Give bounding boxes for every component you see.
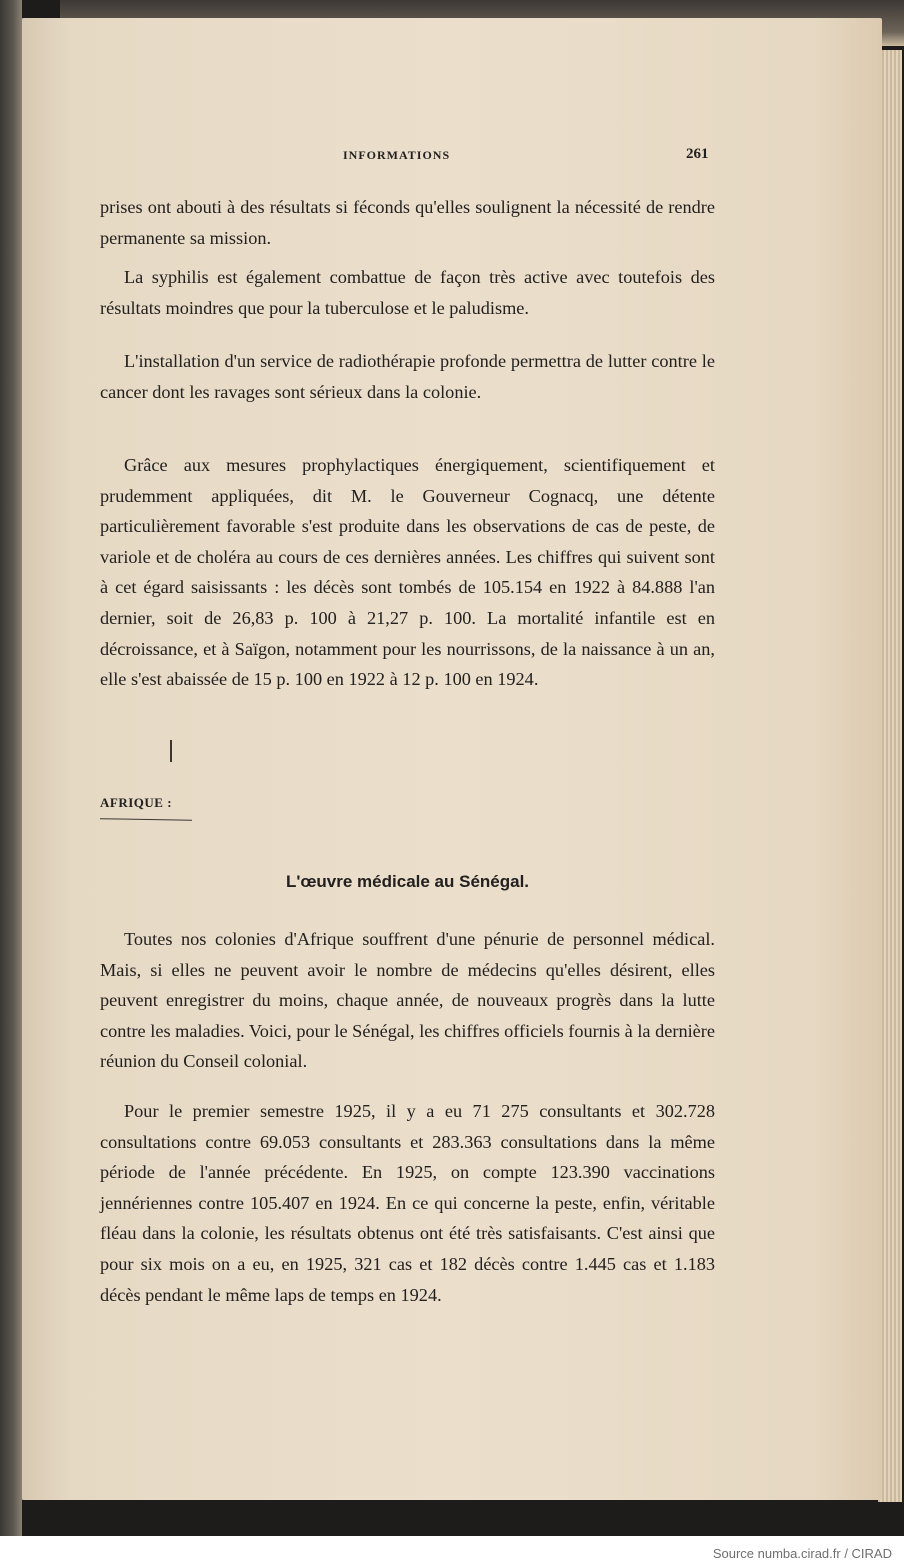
section-heading: AFRIQUE : xyxy=(100,795,173,810)
paragraph-text: La syphilis est également combattue de façon très active avec toutefois des résultats moindres que pour la tuberculose et le paludisme. xyxy=(100,267,715,318)
paragraph-text: Pour le premier semestre 1925, il y a eu 71 275 consultants et 302.728 consultations contre 69.053 consultants et 283.363 consultations dans la même période de l'année précédente. En 1925, on compte 123.390 vaccinations jennériennes contre 105.407 en 1924. En ce qui concerne la peste, enfin, véritable fléau dans la colonie, les résultats obtenus ont été très satisfaisants. C'est ainsi que pour six mois on a eu, en 1925, 321 cas et 182 décès contre 1.445 cas et 1.183 décès pendant le même laps de temps en 1924. xyxy=(100,1101,715,1305)
article-paragraph-1 xyxy=(100,924,715,1077)
ink-mark xyxy=(170,740,172,762)
source-credit: Source numba.cirad.fr / CIRAD xyxy=(712,1546,892,1561)
paragraph-text: prises ont abouti à des résultats si féconds qu'elles soulignent la nécessité de rendre permanente sa mission. xyxy=(100,197,715,248)
paragraph-text: L'installation d'un service de radiothérapie profonde permettra de lutter contre le cancer dont les ravages sont sérieux dans la colonie. xyxy=(100,351,715,402)
article-title: L'œuvre médicale au Sénégal. xyxy=(285,872,530,891)
paragraph-continuation xyxy=(100,192,715,253)
article-paragraph-2 xyxy=(100,1096,715,1310)
paragraph-prophylaxis xyxy=(100,450,715,695)
paragraph-radiotherapy xyxy=(100,346,715,407)
paragraph-text: Grâce aux mesures prophylactiques énergiquement, scientifiquement et prudemment appliquées, dit M. le Gouverneur Cognacq, une détente particulièrement favorable s'est produite dans les observations de cas de peste, de variole et de choléra au cours de ces dernières années. Les chiffres qui suivent sont à cet égard saisissants : les décès sont tombés de 105.154 en 1922 à 84.888 l'an dernier, soit de 26,83 p. 100 à 21,27 p. 100. La mortalité infantile est en décroissance, et à Saïgon, notamment pour les nourrissons, de la naissance à un an, elle s'est abaissée de 15 p. 100 en 1922 à 12 p. 100 en 1924. xyxy=(100,455,715,690)
paragraph-syphilis xyxy=(100,262,715,323)
running-head: INFORMATIONS xyxy=(343,148,451,162)
paragraph-text: Toutes nos colonies d'Afrique souffrent d'une pénurie de personnel médical. Mais, si elles ne peuvent avoir le nombre de médecins qu'elles désirent, elles peuvent enregistrer du moins, chaque année, de nouveaux progrès dans la lutte contre les maladies. Voici, pour le Sénégal, les chiffres officiels fournis à la dernière réunion du Conseil colonial. xyxy=(100,929,715,1072)
page-number: 261 xyxy=(686,146,709,162)
book-binding xyxy=(0,0,22,1536)
